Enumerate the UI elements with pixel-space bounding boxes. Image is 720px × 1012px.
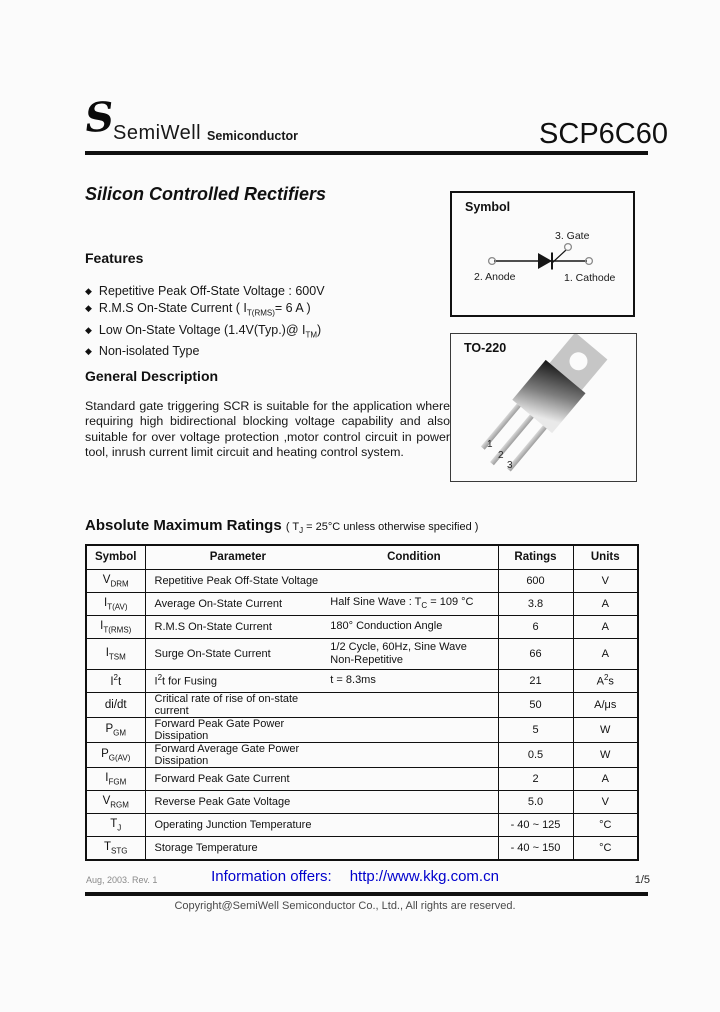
- table-row: [86, 638, 638, 669]
- cathode-pin-label: 1. Cathode: [564, 272, 616, 284]
- general-description-text: Standard gate triggering SCR is suitable for the application where requiring high bidirectional blocking voltage capability and also suitable for over voltage protection ,motor control circuit in power tool, inrush current limit circuit and heating control system.: [85, 399, 450, 460]
- cell-condition: [330, 800, 497, 804]
- cell-units: A: [573, 592, 638, 615]
- table-row: [86, 767, 638, 790]
- info-url-link[interactable]: http://www.kkg.com.cn: [349, 868, 499, 885]
- cell-ratings: - 40 ~ 150: [498, 836, 573, 860]
- column-header-parameter-condition: [145, 545, 498, 569]
- package-box: [450, 333, 637, 482]
- diamond-bullet-icon: ◆: [85, 303, 92, 313]
- info-offers-label: Information offers:: [211, 868, 332, 885]
- cell-condition: [330, 753, 497, 757]
- features-heading: Features: [85, 250, 144, 266]
- feature-item: [85, 322, 447, 344]
- cell-parameter-condition: [145, 592, 498, 615]
- column-header-units: Units: [573, 545, 638, 569]
- feature-item: [85, 283, 447, 300]
- cell-condition: 1/2 Cycle, 60Hz, Sine Wave Non-Repetitive: [330, 640, 467, 666]
- cell-parameter-condition: [145, 813, 498, 836]
- ratings-heading-text: Absolute Maximum Ratings: [85, 517, 282, 534]
- symbol-box: [450, 191, 635, 317]
- page-title: Silicon Controlled Rectifiers: [85, 184, 327, 204]
- cell-symbol: $P_{G(AV)}$: [86, 742, 145, 767]
- cell-condition: [330, 823, 497, 827]
- cell-parameter-condition: [145, 767, 498, 790]
- cell-parameter: $I^2t$ for Fusing: [154, 673, 218, 689]
- footer-info-line: [160, 868, 550, 885]
- symbol-box-title: Symbol: [465, 200, 511, 214]
- brand-name: SemiWell: [113, 122, 202, 144]
- table-row: [86, 669, 638, 692]
- gate-pin-label: 3. Gate: [555, 230, 590, 242]
- scr-symbol-diagram: [452, 193, 637, 319]
- cell-parameter: Forward Average Gate Power Dissipation: [154, 742, 300, 767]
- pin2-label: 2: [498, 450, 504, 461]
- ratings-section: [85, 517, 638, 861]
- feature-text: Non-isolated Type: [98, 344, 200, 358]
- cell-symbol: $P_{GM}$: [86, 717, 145, 742]
- cell-symbol: $V_{RGM}$: [86, 790, 145, 813]
- table-row: [86, 717, 638, 742]
- cell-ratings: 5: [498, 717, 573, 742]
- feature-text: Low On-State Voltage (1.4V(Typ.)@ $I_{TM}$): [98, 322, 322, 339]
- cell-symbol: $T_{STG}$: [86, 836, 145, 860]
- diamond-bullet-icon: ◆: [85, 324, 92, 335]
- cell-units: A: [573, 615, 638, 638]
- cell-ratings: 3.8: [498, 592, 573, 615]
- table-row: [86, 592, 638, 615]
- diamond-bullet-icon: ◆: [85, 286, 92, 296]
- cell-ratings: 600: [498, 569, 573, 592]
- cell-ratings: 66: [498, 638, 573, 669]
- cell-ratings: 5.0: [498, 790, 573, 813]
- cell-condition: [330, 728, 497, 732]
- cell-ratings: 50: [498, 692, 573, 717]
- table-row: [86, 742, 638, 767]
- cell-parameter-condition: [145, 836, 498, 860]
- table-row: [86, 790, 638, 813]
- cell-parameter-condition: [145, 638, 498, 669]
- anode-pin-label: 2. Anode: [474, 271, 516, 283]
- cell-symbol: $I_{FGM}$: [86, 767, 145, 790]
- table-row: [86, 615, 638, 638]
- cell-ratings: 6: [498, 615, 573, 638]
- cell-units: W: [573, 742, 638, 767]
- table-row: [86, 569, 638, 592]
- cell-units: V: [573, 790, 638, 813]
- cell-parameter-condition: [145, 569, 498, 592]
- semiwell-logo-icon: S: [83, 93, 116, 142]
- ratings-table: [85, 544, 639, 861]
- cell-parameter: Surge On-State Current: [154, 647, 271, 660]
- general-description-section: [85, 368, 450, 461]
- cell-parameter-condition: [145, 692, 498, 717]
- table-row: [86, 692, 638, 717]
- cell-symbol: $T_J$: [86, 813, 145, 836]
- cell-units: V: [573, 569, 638, 592]
- copyright-notice: Copyright@SemiWell Semiconductor Co., Ltd., All rights are reserved.: [174, 900, 516, 912]
- cell-units: W: [573, 717, 638, 742]
- cell-condition: [330, 579, 497, 583]
- cell-symbol: $V_{DRM}$: [86, 569, 145, 592]
- cell-symbol: $I_{TSM}$: [86, 638, 145, 669]
- revision-note: Aug, 2003. Rev. 1: [86, 875, 158, 885]
- cell-condition: 180° Conduction Angle: [330, 620, 443, 633]
- table-row: [86, 836, 638, 860]
- cell-parameter-condition: [145, 717, 498, 742]
- cell-symbol: $I_{T(RMS)}$: [86, 615, 145, 638]
- cell-units: A: [573, 638, 638, 669]
- table-header-row: [86, 545, 638, 569]
- column-header-ratings: Ratings: [498, 545, 573, 569]
- cell-units: °C: [573, 836, 638, 860]
- cell-parameter: Repetitive Peak Off-State Voltage: [154, 574, 319, 587]
- cell-parameter-condition: [145, 790, 498, 813]
- column-header-condition: Condition: [387, 551, 441, 564]
- cell-units: A/μs: [573, 692, 638, 717]
- cell-parameter-condition: [145, 615, 498, 638]
- cell-condition: t = 8.3ms: [330, 674, 376, 687]
- ratings-table-body: [86, 569, 638, 860]
- feature-item: [85, 300, 447, 322]
- cell-parameter: Forward Peak Gate Power Dissipation: [154, 717, 285, 742]
- cell-units: $A^2s$: [573, 669, 638, 692]
- cell-parameter-condition: [145, 742, 498, 767]
- cell-condition: Half Sine Wave : $T_C = 109$ °C: [330, 595, 474, 610]
- cell-parameter-condition: [145, 669, 498, 692]
- cell-parameter: Forward Peak Gate Current: [154, 772, 290, 785]
- cell-parameter: Reverse Peak Gate Voltage: [154, 795, 291, 808]
- ratings-heading-note: ( $T_J = 25^\circ C$ unless otherwise specified ): [285, 521, 479, 536]
- column-header-parameter: Parameter: [209, 551, 267, 564]
- footer-rule: [85, 892, 648, 896]
- pin3-label: 3: [507, 460, 513, 471]
- general-description-heading: General Description: [85, 368, 219, 384]
- cell-symbol: $I_{T(AV)}$: [86, 592, 145, 615]
- cell-ratings: 0.5: [498, 742, 573, 767]
- column-header-symbol: Symbol: [86, 545, 145, 569]
- cell-units: °C: [573, 813, 638, 836]
- cell-symbol: di/dt: [86, 692, 145, 717]
- cell-ratings: 21: [498, 669, 573, 692]
- package-box-title: TO-220: [464, 341, 507, 355]
- features-list: [85, 283, 447, 360]
- feature-text: R.M.S On-State Current ( $I_{T(RMS)}= 6$ A ): [98, 301, 311, 318]
- to220-package-drawing: [451, 334, 638, 483]
- header: [83, 93, 668, 152]
- cell-parameter: Storage Temperature: [154, 841, 258, 854]
- table-row: [86, 813, 638, 836]
- page-number: 1/5: [634, 874, 650, 886]
- ratings-heading: [85, 517, 638, 535]
- cell-parameter: Average On-State Current: [154, 597, 283, 610]
- cell-parameter: R.M.S On-State Current: [154, 620, 272, 633]
- header-rule: [85, 151, 648, 155]
- cell-condition: [330, 846, 497, 850]
- cell-condition: [330, 777, 497, 781]
- cell-condition: [330, 703, 497, 707]
- feature-text: Repetitive Peak Off-State Voltage : 600V: [98, 284, 325, 298]
- pin1-label: 1: [487, 439, 493, 450]
- feature-item: [85, 343, 447, 360]
- cell-symbol: $I^2t$: [86, 669, 145, 692]
- cell-ratings: 2: [498, 767, 573, 790]
- cell-ratings: - 40 ~ 125: [498, 813, 573, 836]
- diamond-bullet-icon: ◆: [85, 346, 92, 356]
- cell-parameter: Critical rate of rise of on-state current: [154, 692, 299, 717]
- part-number: SCP6C60: [539, 118, 668, 150]
- cell-parameter: Operating Junction Temperature: [154, 818, 312, 831]
- brand-suffix: Semiconductor: [207, 129, 298, 143]
- features-section: [85, 250, 447, 360]
- cell-units: A: [573, 767, 638, 790]
